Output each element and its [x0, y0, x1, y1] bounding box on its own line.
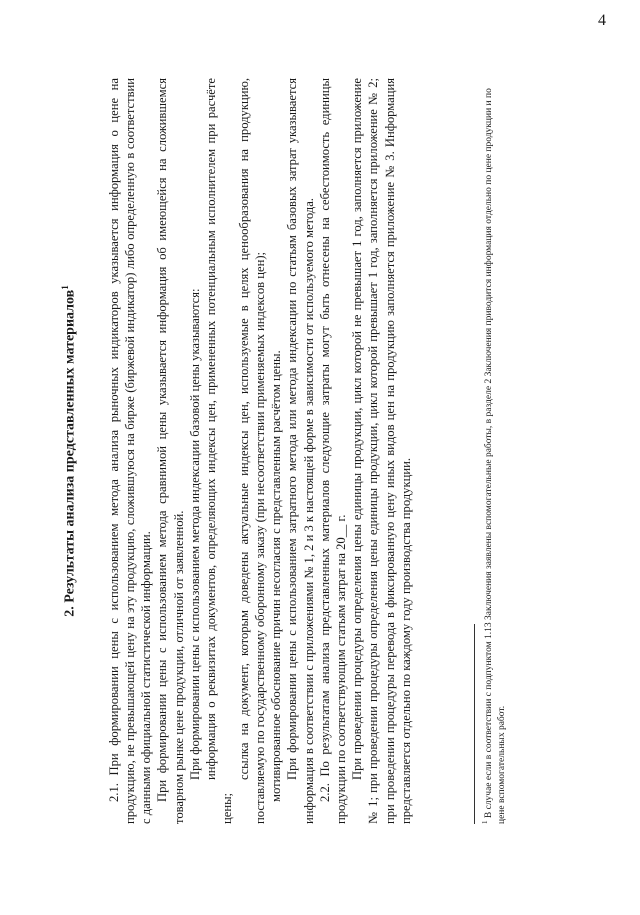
paragraph-appendices: При проведении процедуры определения цены единицы продукции, цикл которой не превышает 1 год, заполняется приложение № 1; при проведении процедуры определения цены единицы продукции, цикл которой превышает 1 год, заполняется приложение № 2; при проведении процедуры перевода в фиксированную цену иных видов цен на продукцию заполняется приложение № 3. Информация представляется отдельно по каждому году производства продукции.	[350, 77, 413, 824]
page-number: 4	[598, 12, 606, 29]
paragraph-indexation-item-2: ссылка на документ, которым доведены актуальные индексы цен, используемые в целях ценообразования на продукцию, поставляемую по государственному оборонному заказу (при несоответствии применяемых индексов цен);	[236, 77, 267, 824]
paragraph-2-1: 2.1. При формировании цены с использованием метода анализа рыночных индикаторов указывается информация о цене на продукцию, не превышающей цену на эту продукцию, сложившуюся на бирже (биржевой индикатор) либо определенную в соответствии с данными официальной статистической информации.	[106, 77, 154, 824]
footnote-marker: 1	[481, 820, 490, 824]
paragraph-indexation-intro: При формировании цены с использованием метода индексации базовой цены указываются:	[187, 287, 202, 780]
paragraph-comparable-price: При формировании цены с использованием метода сравнимой цены указывается информация об имеющейся на сложившемся товарном рынке цене продукции, отличной от заявленной.	[155, 77, 186, 824]
footnote-text: В случае если в соответствии с подпунктом 1.13 Заключения заявлены вспомогательные работы, в разделе 2 Заключения приводится информация отдельно по цене продукции и по цене вспомогательных работ.	[484, 87, 507, 824]
heading-footnote-ref: 1	[60, 284, 70, 290]
footnote	[481, 78, 508, 824]
paragraph-indexation-item-3: мотивированное обоснование причин несогласия с представленным расчётом цены.	[269, 349, 284, 802]
paragraph-2-2: 2.2. По результатам анализа представленных материалов следующие затраты могут быть отнесены на себестоимость единицы продукции по соответствующим статьям затрат на 20__ г.	[317, 77, 348, 824]
footnote-divider	[474, 624, 475, 824]
section-heading	[60, 78, 80, 824]
document-body	[40, 58, 600, 858]
paragraph-cost-method: При формировании цены с использованием затратного метода или метода индексации по статьям базовых затрат указывается информация в соответствии с приложениями № 1, 2 и 3 к настоящей форме в зависимости от используемого метода.	[285, 77, 316, 824]
paragraph-indexation-item-1: информация о реквизитах документов, определяющих индексы цен, примененных потенциальным исполнителем при расчёте цены;	[204, 77, 235, 824]
section-heading-text: 2. Результаты анализа представленных материалов	[62, 289, 78, 617]
